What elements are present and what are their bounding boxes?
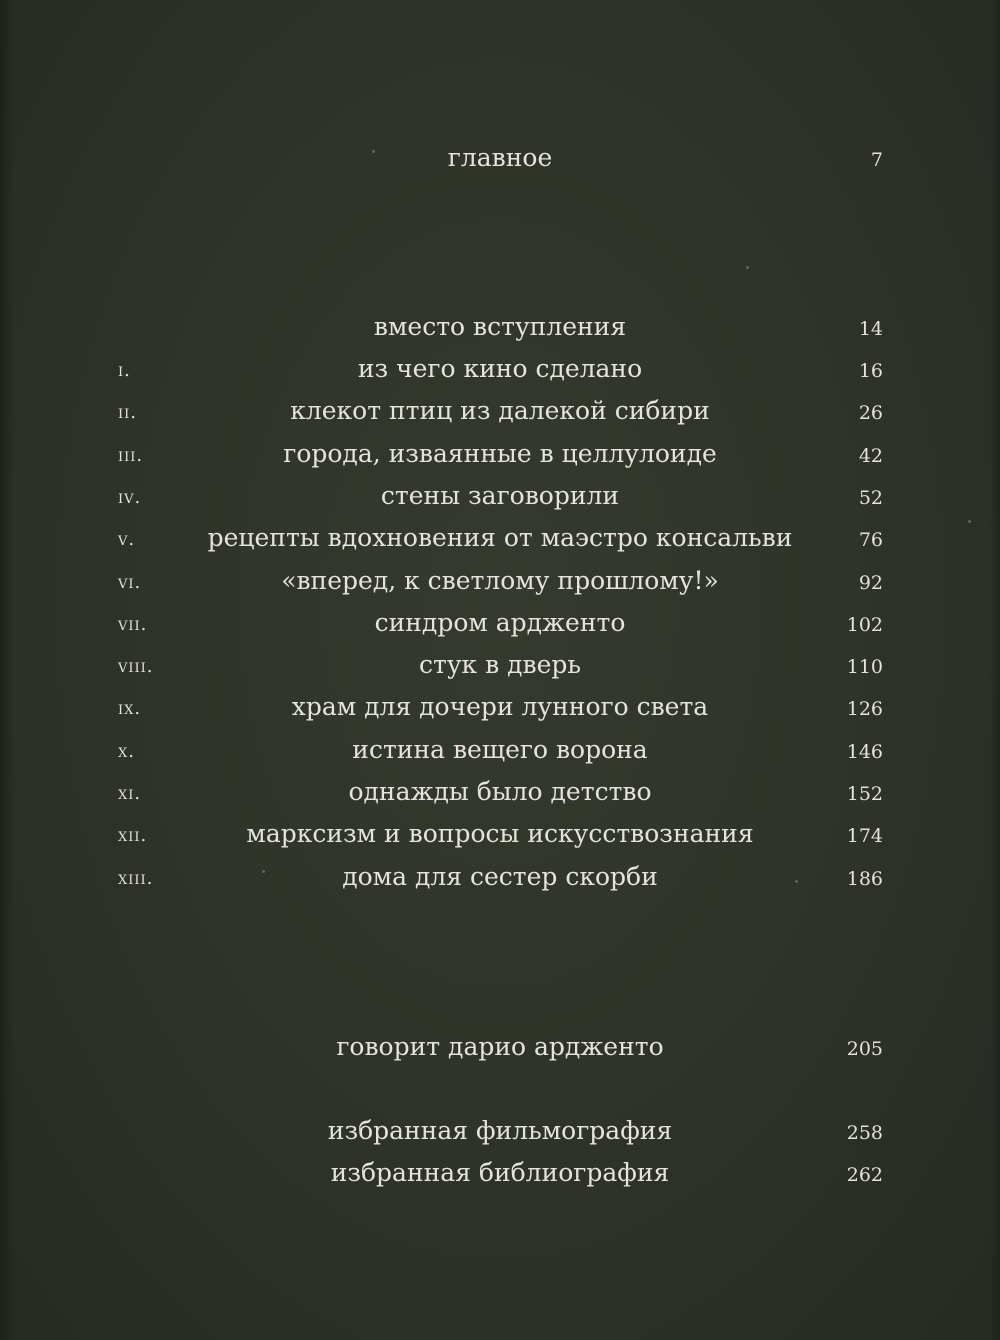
toc-entry-title: из чего кино сделано: [357, 354, 643, 383]
chapter-numeral: v.: [118, 529, 136, 550]
toc-entry-page-number: 186: [846, 868, 883, 890]
toc-entry-title: говорит дарио ардженто: [336, 1032, 664, 1061]
toc-entry-main[interactable]: [0, 138, 1000, 178]
toc-entry-title: стены заговорили: [380, 481, 620, 510]
toc-entry-title: города, изваянные в целлулоиде: [283, 439, 717, 468]
chapter-numeral: ii.: [118, 402, 137, 423]
toc-entry-filmography[interactable]: [0, 1111, 1000, 1151]
toc-entry-title: клекот птиц из далекой сибири: [290, 396, 710, 425]
chapter-numeral: xi.: [118, 783, 142, 804]
toc-entry-page-number: 92: [858, 572, 883, 594]
toc-entry-chapter[interactable]: [0, 476, 1000, 516]
chapter-numeral: xiii.: [118, 868, 154, 889]
toc-entry-title: дома для сестер скорби: [342, 862, 658, 891]
toc-entry-interview[interactable]: [0, 1027, 1000, 1067]
chapter-numeral: iv.: [118, 487, 142, 508]
chapter-numeral: viii.: [118, 656, 154, 677]
toc-entry-page-number: 146: [846, 741, 883, 763]
toc-entry-chapter[interactable]: [0, 645, 1000, 685]
paper-speck: [746, 266, 749, 269]
toc-entry-page-number: 152: [846, 783, 883, 805]
toc-entry-title: синдром ардженто: [374, 608, 626, 637]
toc-entry-page-number: 258: [846, 1122, 883, 1144]
toc-entry-page-number: 42: [858, 445, 883, 467]
toc-entry-title: однажды было детство: [348, 777, 652, 806]
toc-entry-title: храм для дочери лунного света: [291, 692, 709, 721]
toc-entry-page-number: 16: [858, 360, 883, 382]
toc-entry-chapter[interactable]: [0, 434, 1000, 474]
toc-entry-page-number: 174: [846, 825, 883, 847]
chapter-numeral: vii.: [118, 614, 148, 635]
toc-entry-chapter[interactable]: [0, 814, 1000, 854]
chapter-numeral: i.: [118, 360, 131, 381]
toc-entry-chapter[interactable]: [0, 349, 1000, 389]
toc-entry-page-number: 205: [846, 1038, 883, 1060]
toc-entry-title: главное: [447, 143, 553, 172]
toc-entry-page-number: 52: [858, 487, 883, 509]
toc-entry-chapter[interactable]: [0, 730, 1000, 770]
toc-entry-bibliography[interactable]: [0, 1153, 1000, 1193]
toc-entry-title: избранная фильмография: [327, 1116, 673, 1145]
toc-entry-chapter[interactable]: [0, 561, 1000, 601]
toc-entry-title: избранная библиография: [330, 1158, 670, 1187]
chapter-numeral: vi.: [118, 572, 142, 593]
toc-entry-title: рецепты вдохновения от маэстро консальви: [207, 523, 793, 552]
toc-entry-chapter[interactable]: [0, 687, 1000, 727]
toc-entry-title: вместо вступления: [373, 312, 627, 341]
toc-entry-page-number: 26: [858, 402, 883, 424]
toc-entry-intro[interactable]: [0, 307, 1000, 347]
chapter-numeral: iii.: [118, 445, 144, 466]
toc-entry-page-number: 126: [846, 698, 883, 720]
toc-entry-page-number: 14: [858, 318, 883, 340]
toc-entry-page-number: 102: [846, 614, 883, 636]
toc-entry-title: истина вещего ворона: [352, 735, 648, 764]
toc-entry-page-number: 7: [870, 149, 883, 171]
toc-entry-page-number: 76: [858, 529, 883, 551]
toc-entry-chapter[interactable]: [0, 518, 1000, 558]
toc-entry-chapter[interactable]: [0, 603, 1000, 643]
toc-entry-chapter[interactable]: [0, 772, 1000, 812]
toc-entry-title: «вперед, к светлому прошлому!»: [281, 566, 719, 595]
toc-entry-page-number: 262: [846, 1164, 883, 1186]
toc-entry-chapter[interactable]: [0, 857, 1000, 897]
chapter-numeral: xii.: [118, 825, 148, 846]
toc-entry-page-number: 110: [846, 656, 883, 678]
chapter-numeral: x.: [118, 741, 135, 762]
chapter-numeral: ix.: [118, 698, 142, 719]
toc-entry-chapter[interactable]: [0, 391, 1000, 431]
toc-entry-title: стук в дверь: [418, 650, 581, 679]
toc-entry-title: марксизм и вопросы искусствознания: [246, 819, 754, 848]
